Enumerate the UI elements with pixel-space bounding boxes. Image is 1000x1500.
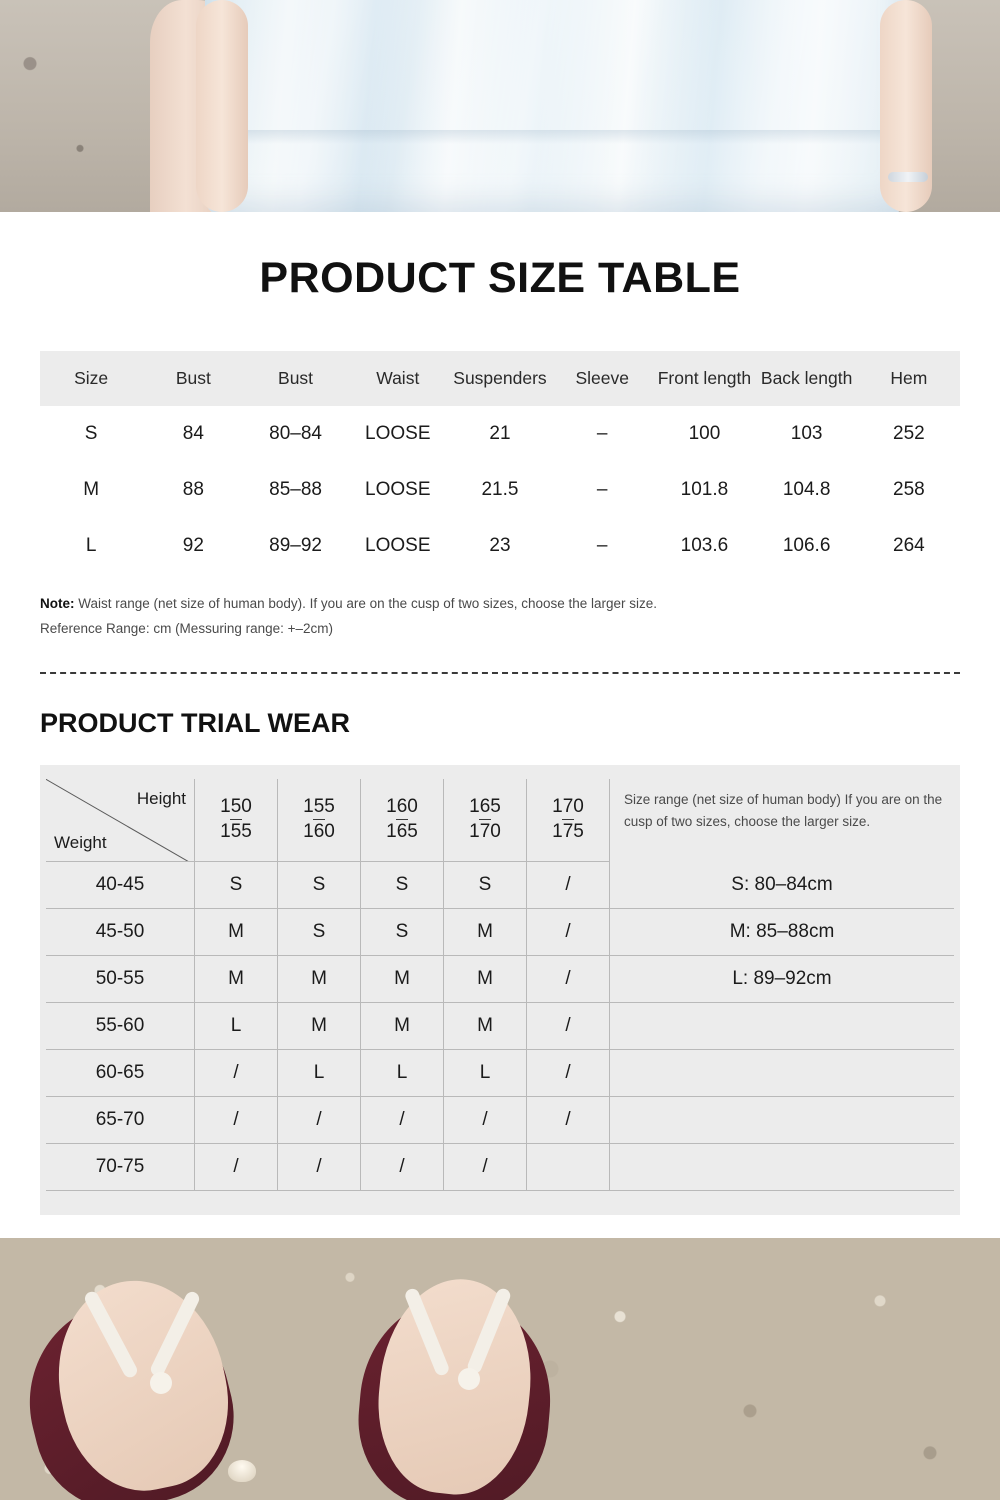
height-range-top: 150 <box>220 796 252 818</box>
size-range-s: S: 80–84cm <box>610 861 955 908</box>
back-length-cell: 103 <box>790 423 823 444</box>
waist-cell: LOOSE <box>365 535 431 556</box>
height-column-1 <box>195 779 278 862</box>
size-table-header-bust1: Bust <box>142 351 244 406</box>
weight-label-cell: 55-60 <box>46 1002 195 1049</box>
axis-corner-cell <box>46 779 195 862</box>
size-table-header-row <box>40 351 960 406</box>
size-recommendation-cell: S <box>278 861 361 908</box>
size-table <box>40 351 960 574</box>
height-range-top: 160 <box>386 796 418 818</box>
size-range-spacer <box>610 1049 955 1096</box>
fraction-bar <box>562 819 574 820</box>
size-recommendation-cell: / <box>361 1143 444 1190</box>
weight-label-cell: 65-70 <box>46 1096 195 1143</box>
weight-label-cell: 60-65 <box>46 1049 195 1096</box>
size-recommendation-cell: / <box>361 1096 444 1143</box>
suspenders-cell: 21 <box>489 423 511 444</box>
sleeve-cell: – <box>596 535 608 556</box>
height-column-5 <box>527 779 610 862</box>
bust2-cell: 85–88 <box>269 479 322 500</box>
size-recommendation-cell: / <box>444 1143 527 1190</box>
table-row <box>46 861 954 908</box>
hem-cell: 252 <box>893 423 925 444</box>
size-recommendation-cell: M <box>195 908 278 955</box>
size-recommendation-cell: L <box>361 1049 444 1096</box>
size-recommendation-cell: S <box>195 861 278 908</box>
size-recommendation-cell: M <box>444 955 527 1002</box>
front-length-cell: 100 <box>688 423 721 444</box>
height-column-2 <box>278 779 361 862</box>
size-range-m: M: 85–88cm <box>610 908 955 955</box>
size-recommendation-cell: M <box>444 908 527 955</box>
size-recommendation-cell: / <box>527 908 610 955</box>
size-table-note <box>40 592 960 642</box>
content-area <box>0 254 1000 1215</box>
height-range-bottom: 175 <box>552 821 584 843</box>
size-range-l: L: 89–92cm <box>610 955 955 1002</box>
size-table-header-size: Size <box>40 351 142 406</box>
size-recommendation-cell: L <box>444 1049 527 1096</box>
back-length-cell: 104.8 <box>782 479 831 500</box>
size-table-header-waist: Waist <box>347 351 449 406</box>
size-range-info-text: Size range (net size of human body) If you are on the cusp of two sizes, choose the larger size. <box>624 791 943 830</box>
table-row <box>40 518 960 574</box>
bottom-product-photo <box>0 1238 1000 1500</box>
size-recommendation-cell: M <box>195 955 278 1002</box>
height-range-bottom: 170 <box>469 821 501 843</box>
size-cell: S <box>84 423 98 444</box>
size-recommendation-cell: / <box>527 955 610 1002</box>
table-row <box>40 462 960 518</box>
size-recommendation-cell: M <box>361 955 444 1002</box>
weight-label-cell: 70-75 <box>46 1143 195 1190</box>
height-column-4 <box>444 779 527 862</box>
suspenders-cell: 21.5 <box>481 479 519 500</box>
sandal-knot <box>150 1372 172 1394</box>
size-recommendation-cell: / <box>527 1096 610 1143</box>
table-row <box>40 406 960 462</box>
size-table-header-front-length: Front length <box>653 351 755 406</box>
size-table-header-bust2: Bust <box>244 351 346 406</box>
note-text-1: Waist range (net size of human body). If you are on the cusp of two sizes, choose the larger size. <box>78 596 658 611</box>
height-range-top: 165 <box>469 796 501 818</box>
waist-cell: LOOSE <box>365 423 431 444</box>
waist-cell: LOOSE <box>365 479 431 500</box>
weight-label-cell: 50-55 <box>46 955 195 1002</box>
size-range-spacer <box>610 1096 955 1143</box>
section-divider <box>40 672 960 674</box>
sandal-knot <box>458 1368 480 1390</box>
back-length-cell: 106.6 <box>782 535 831 556</box>
height-range-bottom: 160 <box>303 821 335 843</box>
front-length-cell: 103.6 <box>680 535 729 556</box>
size-range-spacer <box>610 1143 955 1190</box>
size-recommendation-cell: / <box>527 861 610 908</box>
size-recommendation-cell: / <box>527 1049 610 1096</box>
height-range-bottom: 165 <box>386 821 418 843</box>
weight-label-cell: 45-50 <box>46 908 195 955</box>
table-row <box>46 1002 954 1049</box>
size-recommendation-cell: / <box>444 1096 527 1143</box>
front-length-cell: 101.8 <box>680 479 729 500</box>
bust2-cell: 80–84 <box>269 423 322 444</box>
fraction-bar <box>479 819 491 820</box>
table-row <box>46 908 954 955</box>
size-range-spacer <box>610 1002 955 1049</box>
size-recommendation-cell: S <box>278 908 361 955</box>
size-recommendation-cell: L <box>278 1049 361 1096</box>
size-recommendation-cell: M <box>361 1002 444 1049</box>
size-recommendation-cell: M <box>278 955 361 1002</box>
sleeve-cell: – <box>596 423 608 444</box>
note-line-2: Reference Range: cm (Messuring range: +–2cm) <box>40 620 334 636</box>
weight-axis-label: Weight <box>54 832 107 852</box>
height-range-bottom: 155 <box>220 821 252 843</box>
fraction-bar <box>396 819 408 820</box>
trial-wear-table <box>46 779 954 1191</box>
size-recommendation-cell: / <box>278 1143 361 1190</box>
note-label: Note: <box>40 596 75 611</box>
fraction-bar <box>230 819 242 820</box>
size-recommendation-cell <box>527 1143 610 1190</box>
size-recommendation-cell: / <box>527 1002 610 1049</box>
suspenders-cell: 23 <box>489 535 511 556</box>
table-row <box>46 955 954 1002</box>
model-arm-left <box>196 0 248 212</box>
table-row <box>46 1049 954 1096</box>
size-recommendation-cell: M <box>444 1002 527 1049</box>
trial-header-row <box>46 779 954 862</box>
size-recommendation-cell: M <box>278 1002 361 1049</box>
fraction-bar <box>313 819 325 820</box>
size-recommendation-cell: S <box>444 861 527 908</box>
size-recommendation-cell: S <box>361 861 444 908</box>
trial-wear-title: PRODUCT TRIAL WEAR <box>40 707 350 738</box>
model-bracelet <box>888 172 928 182</box>
size-recommendation-cell: / <box>195 1049 278 1096</box>
bust1-cell: 92 <box>182 535 204 556</box>
height-range-top: 170 <box>552 796 584 818</box>
height-range-top: 155 <box>303 796 335 818</box>
size-recommendation-cell: L <box>195 1002 278 1049</box>
hem-cell: 264 <box>893 535 925 556</box>
table-row <box>46 1096 954 1143</box>
weight-label-cell: 40-45 <box>46 861 195 908</box>
size-recommendation-cell: / <box>278 1096 361 1143</box>
size-table-header-suspenders: Suspenders <box>449 351 551 406</box>
size-table-header-sleeve: Sleeve <box>551 351 653 406</box>
size-recommendation-cell: / <box>195 1096 278 1143</box>
page-title: PRODUCT SIZE TABLE <box>259 254 741 302</box>
hem-cell: 258 <box>893 479 925 500</box>
size-cell: L <box>85 535 97 556</box>
height-axis-label: Height <box>136 788 186 808</box>
bust2-cell: 89–92 <box>269 535 322 556</box>
trial-wear-panel <box>40 765 960 1215</box>
height-column-3 <box>361 779 444 862</box>
size-recommendation-cell: S <box>361 908 444 955</box>
top-product-photo <box>0 0 1000 212</box>
sleeve-cell: – <box>596 479 608 500</box>
seashell <box>228 1460 256 1482</box>
size-cell: M <box>83 479 100 500</box>
bust1-cell: 84 <box>182 423 204 444</box>
size-recommendation-cell: / <box>195 1143 278 1190</box>
size-table-header-hem: Hem <box>858 351 960 406</box>
note-line-1 <box>40 592 960 617</box>
table-row <box>46 1143 954 1190</box>
model-dress <box>205 0 905 212</box>
bust1-cell: 88 <box>182 479 204 500</box>
size-table-header-back-length: Back length <box>756 351 858 406</box>
